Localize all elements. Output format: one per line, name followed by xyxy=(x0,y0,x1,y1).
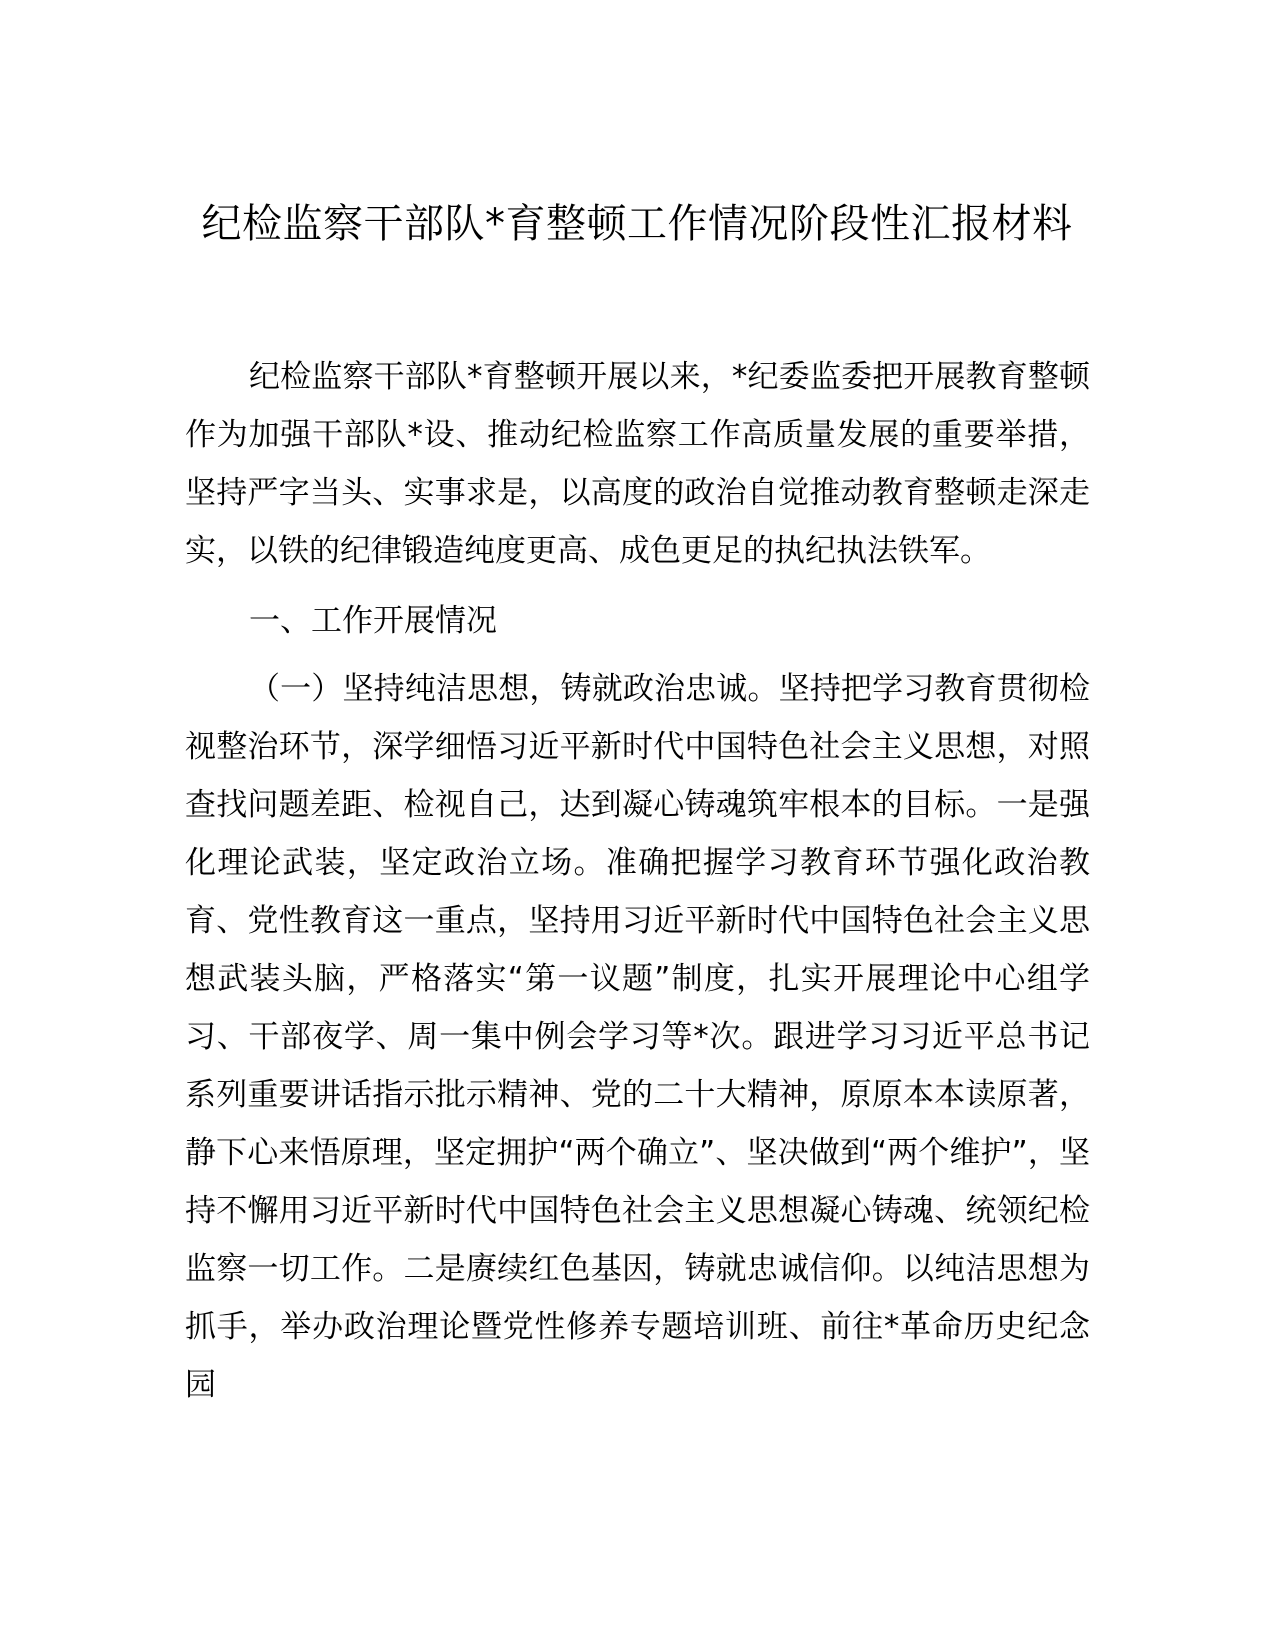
intro-paragraph: 纪检监察干部队*育整顿开展以来，*纪委监委把开展教育整顿作为加强干部队*设、推动纪检监察工作高质量发展的重要举措，坚持严字当头、实事求是，以高度的政治自觉推动教育整顿走深走实，以铁的纪律锻造纯度更高、成色更足的执纪执法铁军。 xyxy=(185,359,1090,569)
section-paragraph-political-loyalty: （一）坚持纯洁思想，铸就政治忠诚。坚持把学习教育贯彻检视整治环节，深学细悟习近平新时代中国特色社会主义思想，对照查找问题差距、检视自己，达到凝心铸魂筑牢根本的目标。一是强化理论武装，坚定政治立场。准确把握学习教育环节强化政治教育、党性教育这一重点，坚持用习近平新时代中国特色社会主义思想武装头脑，严格落实“第一议题”制度，扎实开展理论中心组学习、干部夜学、周一集中例会学习等*次。跟进学习习近平总书记系列重要讲话指示批示精神、党的二十大精神，原原本本读原著，静下心来悟原理，坚定拥护“两个确立”、坚决做到“两个维护”，坚持不懈用习近平新时代中国特色社会主义思想凝心铸魂、统领纪检监察一切工作。二是赓续红色基因，铸就忠诚信仰。以纯洁思想为抓手，举办政治理论暨党性修养专题培训班、前往*革命历史纪念园 xyxy=(185,671,1090,1403)
section-heading-work-progress: 一、工作开展情况 xyxy=(249,603,497,639)
document-title: 纪检监察干部队*育整顿工作情况阶段性汇报材料 xyxy=(201,201,1073,247)
document-body xyxy=(185,348,1090,1414)
